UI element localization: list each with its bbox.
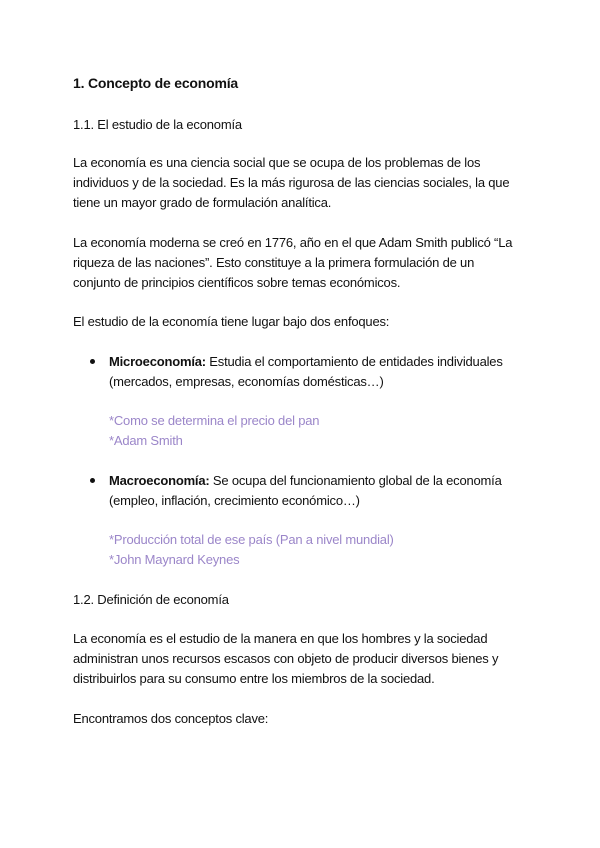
paragraph-4-line-2: administran unos recursos escasos con objeto de producir diversos bienes y [73, 651, 499, 666]
bullet-1-note-1: *Como se determina el precio del pan [109, 413, 320, 428]
bullet-2-line-2: (empleo, inflación, crecimiento económico…) [109, 493, 360, 508]
bullet-icon [90, 478, 95, 483]
subsection-title-1-1: 1.1. El estudio de la economía [73, 117, 242, 132]
bullet-icon [90, 359, 95, 364]
paragraph-2-line-1: La economía moderna se creó en 1776, año en el que Adam Smith publicó “La [73, 235, 513, 250]
paragraph-1-line-2: individuos y de la sociedad. Es la más rigurosa de las ciencias sociales, la que [73, 175, 510, 190]
paragraph-4-line-1: La economía es el estudio de la manera en que los hombres y la sociedad [73, 631, 488, 646]
paragraph-2-line-2: riqueza de las naciones”. Esto constituye a la primera formulación de un [73, 255, 475, 270]
paragraph-1-line-3: tiene un mayor grado de formulación analítica. [73, 195, 332, 210]
subsection-title-1-2: 1.2. Definición de economía [73, 592, 229, 607]
paragraph-3: El estudio de la economía tiene lugar bajo dos enfoques: [73, 314, 390, 329]
bullet-2-note-2: *John Maynard Keynes [109, 552, 240, 567]
bullet-1-line-1 [109, 352, 503, 372]
bullet-1-term: Microeconomía: [109, 354, 206, 369]
paragraph-1-line-1: La economía es una ciencia social que se ocupa de los problemas de los [73, 155, 481, 170]
bullet-1-note-2: *Adam Smith [109, 433, 183, 448]
bullet-2-line-1 [109, 471, 502, 491]
paragraph-4-line-3: distribuirlos para su consumo entre los miembros de la sociedad. [73, 671, 435, 686]
section-title: 1. Concepto de economía [73, 75, 238, 91]
bullet-1-line-2: (mercados, empresas, economías domésticas…) [109, 374, 384, 389]
bullet-2-note-1: *Producción total de ese país (Pan a nivel mundial) [109, 532, 394, 547]
bullet-2-text: Se ocupa del funcionamiento global de la economía [209, 473, 502, 488]
paragraph-5: Encontramos dos conceptos clave: [73, 711, 269, 726]
bullet-1-text: Estudia el comportamiento de entidades individuales [205, 354, 503, 369]
paragraph-2-line-3: conjunto de principios científicos sobre temas económicos. [73, 275, 401, 290]
bullet-2-term: Macroeconomía: [109, 473, 210, 488]
